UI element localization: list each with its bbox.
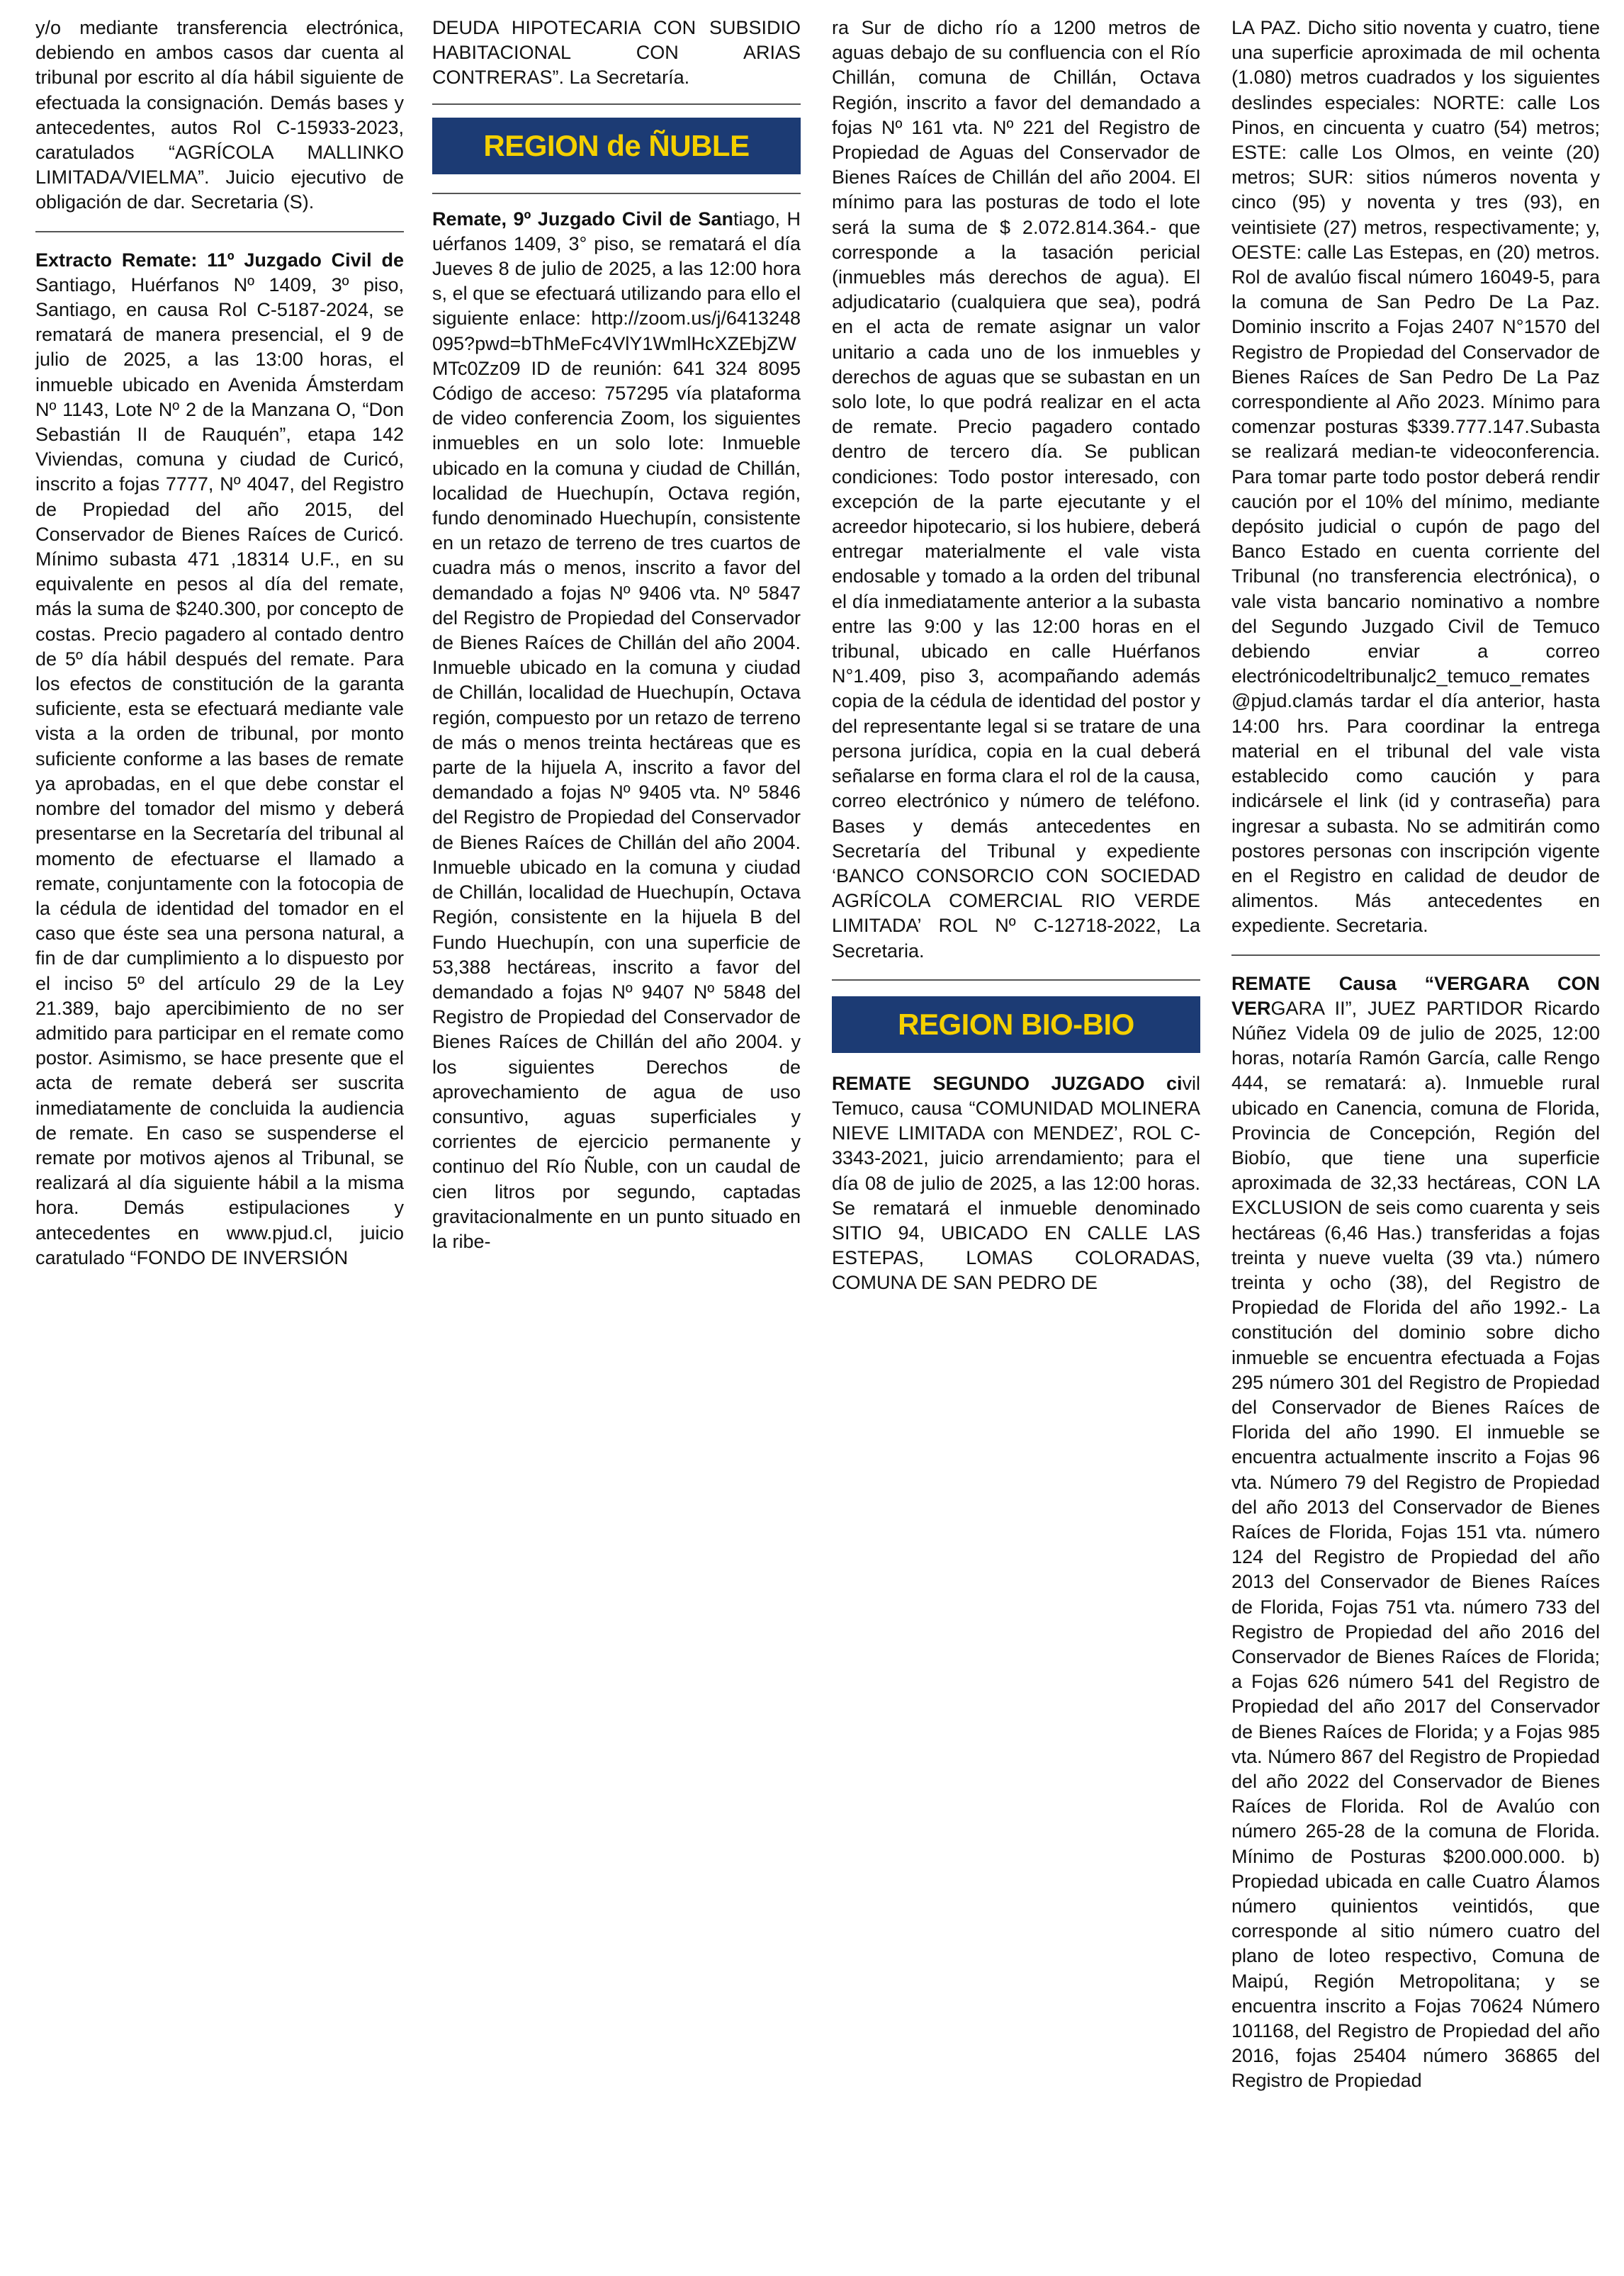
notice-continuation: LA PAZ. Dicho sitio noventa y cuatro, tiene una superficie aproximada de mil ochenta (1.080) metros cuadrados y los siguientes deslindes especiales: NORTE: calle Los Pinos, en cincuenta y cuatro (54) metros; ESTE: calle Los Olmos, en veinte (20) metros; SUR: sitios números noventa y cinco (95) y noventa y tres (93), en veintisiete (27) metros, respectivamente; y, OESTE: calle Las Estepas, en (20) metros. Rol de avalúo fiscal número 16049-5, para la comuna de San Pedro De La Paz. Dominio inscrito a Fojas 2407 N°1570 del Registro de Propiedad del Conservador de Bienes Raíces de San Pedro De La Paz correspondiente al Año 2023. Mínimo para comenzar posturas $339.777.147.Subasta se realizará median-te videoconferencia. Para tomar parte todo postor deberá rendir caución por el 10% del mínimo, mediante depósito judicial o cupón de pago del Banco Estado en cuenta corriente del Tribunal (no transferencia electrónica), o vale vista bancario nominativo a nombre del Segundo Juzgado Civil de Temuco debiendo enviar a correo electrónicodeltribunaljc2_temuco_remates@pjud.clamás tardar el día anterior, hasta 14:00 hrs. Para coordinar la entrega material en el tribunal del vale vista establecido como caución y para indicársele el link (id y contraseña) para ingresar a subasta. No se admitirán como postores personas con inscripción vigente en el Registro en calidad de deudor de alimentos. Más antecedentes en expediente. Secretaria. (1231, 17, 1600, 937)
notice-divider (1231, 954, 1600, 956)
notice-body: Santiago, Huérfanos Nº 1409, 3º piso, Santiago, en causa Rol C-5187-2024, se rematará de manera presencial, el 9 de julio de 2025, a las 13:00 horas, el inmueble ubicado en Avenida Ámsterdam Nº 1143, Lote Nº 2 de la Manzana O, “Don Sebastián II de Rauquén”, etapa 142 Viviendas, comuna y ciudad de Curicó, inscrito a fojas 7777, Nº 4047, del Registro de Propiedad del año 2015, del Conservador de Bienes Raíces de Curicó. Mínimo subasta 471 ,18314 U.F., en su equivalente en pesos al día del remate, más la suma de $240.300, por concepto de costas. Precio pagadero al contado dentro de 5º día hábil después del remate. Para los efectos de constitución de la garanta suficiente, esta se efectuará mediante vale vista a la orden de tribunal, por monto suficiente conforme a las bases de remate ya aprobadas, en el que debe constar el nombre del tomador del mismo y deberá presentarse en la Secretaría del tribunal al momento de efectuarse el llamado a remate, conjuntamente con la fotocopia de la cédula de identidad del tomador en el caso que éste sea una persona natural, a fin de dar cumplimiento a lo dispuesto por el inciso 5º del artículo 29 de la Ley 21.389, bajo apercibimiento de no ser admitido para participar en el remate como postor. Asimismo, se hace presente que el acta de remate deberá ser suscrita inmediatamente de concluida la audiencia de remate. En caso se suspenderse el remate por motivos ajenos al Tribunal, se realizará al día siguiente hábil a la misma hora. Demás estipulaciones y antecedentes en www.pjud.cl, juicio caratulado “FONDO DE INVERSIÓN (35, 274, 404, 1268)
notice-body: vil Temuco, causa “COMUNIDAD MOLINERA NIEVE LIMITADA con MENDEZ’, ROL C-3343-2021, juicio arrendamiento; para el día 08 de julio de 2025, a las 12:00 horas. Se rematará el inmueble denominado SITIO 94, UBICADO EN CALLE LAS ESTEPAS, LOMAS COLORADAS, COMUNA DE SAN PEDRO DE (832, 1072, 1200, 1294)
column-2 (432, 16, 801, 1254)
notice-continuation: y/o mediante transferencia electrónica, debiendo en ambos casos dar cuenta al tribunal por escrito al día hábil siguiente de efectuada la consignación. Demás bases y antecedentes, autos Rol C-15933-2023, caratulados “AGRÍCOLA MALLINKO LIMITADA/VIELMA”. Juicio ejecutivo de obligación de dar. Secretaria (S). (35, 17, 404, 213)
notice-divider (432, 103, 801, 105)
notice-lead: REMATE Causa “VERGARA CON VER (1231, 972, 1600, 1019)
notice-lead: REMATE SEGUNDO JUZGADO ci (832, 1072, 1183, 1094)
notice-divider (432, 193, 801, 194)
column-3 (832, 16, 1200, 1296)
region-banner-biobio: REGION BIO-BIO (832, 996, 1200, 1053)
notice-remate-segundo-juzgado (832, 1071, 1200, 1296)
notice-lead: Extracto Remate: 11º Juzgado Civil de (35, 249, 404, 271)
region-banner-nuble: REGION de ÑUBLE (432, 118, 801, 174)
notice-continuation: DEUDA HIPOTECARIA CON SUBSIDIO HABITACIONAL CON ARIAS CONTRERAS”. La Secretaría. (432, 17, 801, 89)
notice-body: GARA II”, JUEZ PARTIDOR Ricardo Núñez Videla 09 de julio de 2025, 12:00 horas, notaría Ramón García, calle Rengo 444, se rematará: a). Inmueble rural ubicado en Canencia, comuna de Florida, Provincia de Concepción, Región del Biobío, que tiene una superficie aproximada de 32,33 hectáreas, CON LA EXCLUSION de seis como cuarenta y seis hectáreas (6,46 Has.) transferidas a fojas treinta y nueve vuelta (39 vta.) número treinta y ocho (38), del Registro de Propiedad de Florida del año 1992.- La constitución del dominio sobre dicho inmueble se encuentra efectuada a Fojas 295 número 301 del Registro de Propiedad del Conservador de Bienes Raíces de Florida del año 1990. El inmueble se encuentra actualmente inscrito a Fojas 96 vta. Número 79 del Registro de Propiedad del año 2013 del Conservador de Bienes Raíces de Florida, Fojas 151 vta. número 124 del Registro de Propiedad del año 2013 del Conservador de Bienes Raíces de Florida, Fojas 751 vta. número 733 del Registro de Propiedad del año 2016 del Conservador de Bienes Raíces de Florida; a Fojas 626 número 541 del Registro de Propiedad del año 2017 del Conservador de Bienes Raíces de Florida; y a Fojas 985 vta. Número 867 del Registro de Propiedad del año 2022 del Conservador de Bienes Raíces de Florida. Rol de Avalúo con número 265-28 de la comuna de Florida. Mínimo de Posturas $200.000.000. b) Propiedad ubicada en calle Cuatro Álamos número quinientos veintidós, que corresponde al sitio número cuatro del plano de loteo respectivo, Comuna de Maipú, Región Metropolitana; y se encuentra inscrito a Fojas 70624 Número 101168, del Registro de Propiedad del año 2016, fojas 25404 número 36865 del Registro de Propiedad (1231, 997, 1600, 2092)
notice-lead: Remate, 9º Juzgado Civil de San (432, 208, 733, 230)
notice-divider (35, 231, 404, 232)
notice-remate-9-juzgado (432, 207, 801, 1255)
notice-divider (832, 979, 1200, 981)
column-1 (35, 16, 404, 1271)
notice-remate-vergara (1231, 971, 1600, 2094)
column-4 (1231, 16, 1600, 2094)
notice-continuation: ra Sur de dicho río a 1200 metros de aguas debajo de su confluencia con el Río Chillán, comuna de Chillán, Octava Región, inscrito a favor del demandado a fojas Nº 161 vta. Nº 221 del Registro de Propiedad de Aguas del Conservador de Bienes Raíces de Chillán del año 2004. El mínimo para las posturas de todo el lote será la suma de $ 2.072.814.364.- que corresponde a la tasación pericial (inmuebles más derechos de agua). El adjudicatario (cualquiera que sea), podrá en el acta de remate asignar un valor unitario a cada uno de los inmuebles y derechos de aguas que se subastan en un solo lote, lo que podrá realizar en el acta de remate. Precio pagadero contado dentro de tercero día. Se publican condiciones: Todo postor interesado, con excepción de la parte ejecutante y el acreedor hipotecario, si los hubiere, deberá entregar materialmente el vale vista endosable y tomado a la orden del tribunal el día inmediatamente anterior a la subasta entre las 9:00 y las 12:00 horas en el tribunal, ubicado en calle Huérfanos N°1.409, piso 3, acompañando además copia de la cédula de identidad del postor y del representante legal si se tratare de una persona jurídica, copia en la cual deberá señalarse en forma clara el rol de la causa, correo electrónico y número de teléfono. Bases y demás antecedentes en Secretaría del Tribunal y expediente ‘BANCO CONSORCIO CON SOCIEDAD AGRÍCOLA COMERCIAL RIO VERDE LIMITADA’ ROL Nº C-12718-2022, La Secretaria. (832, 17, 1200, 962)
notice-body-cont: ID de reunión: 641 324 8095 Código de acceso: 757295 vía plataforma de video conferencia Zoom, los siguientes inmuebles en un solo lote: Inmueble ubicado en la comuna y ciudad de Chillán, localidad de Huechupín, Octava región, fundo denominado Huechupín, consistente en un retazo de terreno de tres cuartos de cuadra más o menos, inscrito a favor del demandado a fojas Nº 9406 vta. Nº 5847 del Registro de Propiedad del Conservador de Bienes Raíces de Chillán del año 2004. Inmueble ubicado en la comuna y ciudad de Chillán, localidad de Huechupín, Octava región, compuesto por un retazo de terreno de más o menos treinta hectáreas que es parte de la hijuela A, inscrito a favor del demandado a fojas Nº 9405 vta. Nº 5846 del Registro de Propiedad del Conservador de Bienes Raíces de Chillán del año 2004. Inmueble ubicado en la comuna y ciudad de Chillán, localidad de Huechupín, Octava Región, consistente en la hijuela B del Fundo Huechupín, con una superficie de 53,388 hectáreas, inscrito a favor del demandado a fojas Nº 9407 Nº 5848 del Registro de Propiedad del Conservador de Bienes Raíces de Chillán del año 2004. y los siguientes Derechos de aprovechamiento de agua de uso consuntivo, aguas superficiales y corrientes de ejercicio permanente y continuo del Río Ñuble, con un caudal de cien litros por segundo, captadas gravitacionalmente en un punto situado en la ribe- (432, 357, 801, 1252)
notice-body: tiago, Huérfanos 1409, 3° piso, se rematará el día Jueves 8 de julio de 2025, a las 12:00 horas, el que se efectuará utilizando para ello el siguiente enlace: http://zoom.us/j/6413248095?pwd=bThMeFc4VlY1WmlHcXZEbjZWMTc0Zz09 (432, 208, 801, 379)
notice-remate-11-juzgado (35, 248, 404, 1271)
